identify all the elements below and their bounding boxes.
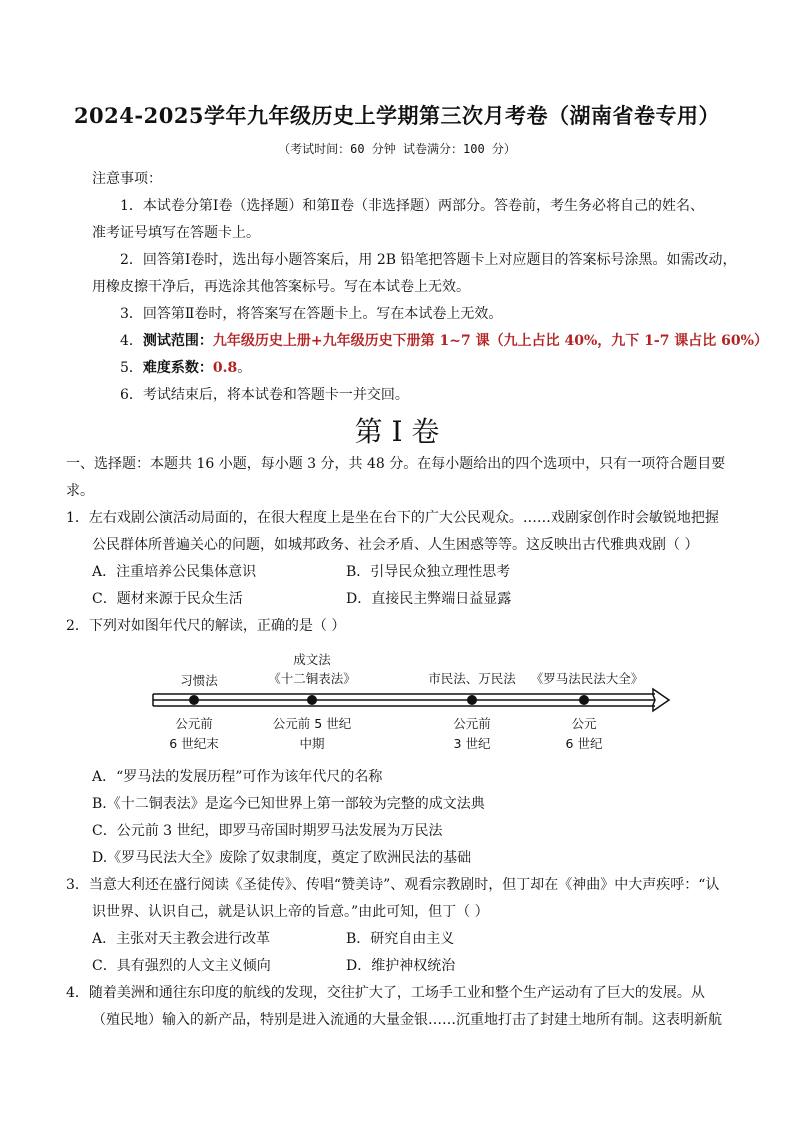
q3-option-b: B．研究自由主义 [346,931,455,947]
note-1-line-2: 准考证号填写在答题卡上。 [92,225,260,241]
note-4-prefix: 4． [120,333,143,349]
timeline-date-4-line-1: 公元 [571,716,597,731]
note-3: 3．回答第Ⅱ卷时，将答案写在答题卡上。写在本试卷上无效。 [120,306,503,322]
note-5-label: 难度系数： [142,360,213,376]
note-2-line-1: 2．回答第Ⅰ卷时，选出每小题答案后，用 2B 铅笔把答题卡上对应题目的答案标号涂黑。如需改动， [120,252,737,268]
q1-option-d: D．直接民主弊端日益显露 [346,591,512,607]
q3-option-a: A．主张对天主教会进行改革 [92,931,271,947]
exam-info: （考试时间：60 分钟 试卷满分：100 分） [278,142,516,156]
timeline-date-3-line-2: 3 世纪 [453,736,491,751]
q3-option-d: D．维护神权统治 [346,958,456,974]
timeline-label-custom-law: 习惯法 [180,673,218,688]
timeline-label-written-law: 成文法 [293,652,331,667]
note-5 [120,359,251,377]
q3-stem-line-1: 3．当意大利还在盛行阅读《圣徒传》、传唱“赞美诗”、观看宗教剧时，但丁却在《神曲》中大声疾呼：“认 [66,877,720,893]
section-intro-line-1: 一、选择题：本题共 16 小题，每小题 3 分，共 48 分。在每小题给出的四个选项中，只有一项符合题目要 [66,456,726,472]
timeline-date-1-line-1: 公元前 [175,716,213,731]
timeline-arrow [150,685,672,715]
timeline-point-3 [467,695,477,705]
q2-option-c: C．公元前 3 世纪，即罗马帝国时期罗马法发展为万民法 [92,823,443,839]
timeline-date-3-line-1: 公元前 [453,716,491,731]
note-1-line-1: 1．本试卷分第Ⅰ卷（选择题）和第Ⅱ卷（非选择题）两部分。答卷前，考生务必将自己的姓名、 [120,198,704,214]
timeline-date-2-line-2: 中期 [299,736,325,751]
timeline-date-2-line-1: 公元前 5 世纪 [272,716,352,731]
note-5-end: 。 [237,360,252,376]
notes-heading: 注意事项： [92,171,162,187]
timeline-label-twelve-tables: 《十二铜表法》 [268,671,356,686]
q2-stem: 2．下列对如图年代尺的解读，正确的是（ ） [66,618,346,634]
timeline-point-2 [307,695,317,705]
q1-stem-line-1: 1．左右戏剧公演活动局面的，在很大程度上是坐在台下的广大公民观众。……戏剧家创作时会敏锐地把握 [66,510,719,526]
q1-option-c: C．题材来源于民众生活 [92,591,243,607]
q2-option-d: D.《罗马民法大全》废除了奴隶制度，奠定了欧洲民法的基础 [92,850,472,866]
q1-option-a: A．注重培养公民集体意识 [92,564,257,580]
note-4 [120,332,768,350]
q1-stem-line-2: 公民群体所普遍关心的问题，如城邦政务、社会矛盾、人生困惑等等。这反映出古代雅典戏剧（ ） [92,537,699,553]
timeline-point-1 [189,695,199,705]
timeline-point-4 [579,695,589,705]
timeline-arrowhead [653,689,669,711]
q4-stem-line-1: 4．随着美洲和通往东印度的航线的发现，交往扩大了，工场手工业和整个生产运动有了巨大的发展。从 [66,985,705,1001]
section-intro-line-2: 求。 [66,483,94,499]
q2-option-b: B.《十二铜表法》是迄今已知世界上第一部较为完整的成文法典 [92,796,485,812]
difficulty-value: 0.8 [212,360,238,376]
note-4-label: 测试范围： [142,333,213,349]
note-6: 6．考试结束后，将本试卷和答题卡一并交回。 [120,387,409,403]
timeline-label-corpus-juris: 《罗马法民法大全》 [530,671,644,686]
timeline-label-civil-law: 市民法、万民法 [428,671,516,686]
q1-option-b: B．引导民众独立理性思考 [346,564,511,580]
q2-option-a: A．“罗马法的发展历程”可作为该年代尺的名称 [92,769,383,785]
section-title: 第 I 卷 [354,415,440,448]
timeline-date-4-line-2: 6 世纪 [565,736,603,751]
timeline-date-1-line-2: 6 世纪末 [169,736,219,751]
note-5-prefix: 5． [120,360,143,376]
test-scope: 九年级历史上册+九年级历史下册第 1~7 课（九上占比 40%，九下 1-7 课占比 60%） [212,333,768,349]
q3-option-c: C．具有强烈的人文主义倾向 [92,958,271,974]
page-title: 2024-2025学年九年级历史上学期第三次月考卷（湖南省卷专用） [73,103,721,128]
note-2-line-2: 用橡皮擦干净后，再选涂其他答案标号。写在本试卷上无效。 [92,279,470,295]
q3-stem-line-2: 识世界、认识自己，就是认识上帝的旨意。”由此可知，但丁（ ） [92,904,489,920]
q4-stem-line-2: （殖民地）输入的新产品，特别是进入流通的大量金银……沉重地打击了封建土地所有制。这表明新航 [92,1012,722,1028]
